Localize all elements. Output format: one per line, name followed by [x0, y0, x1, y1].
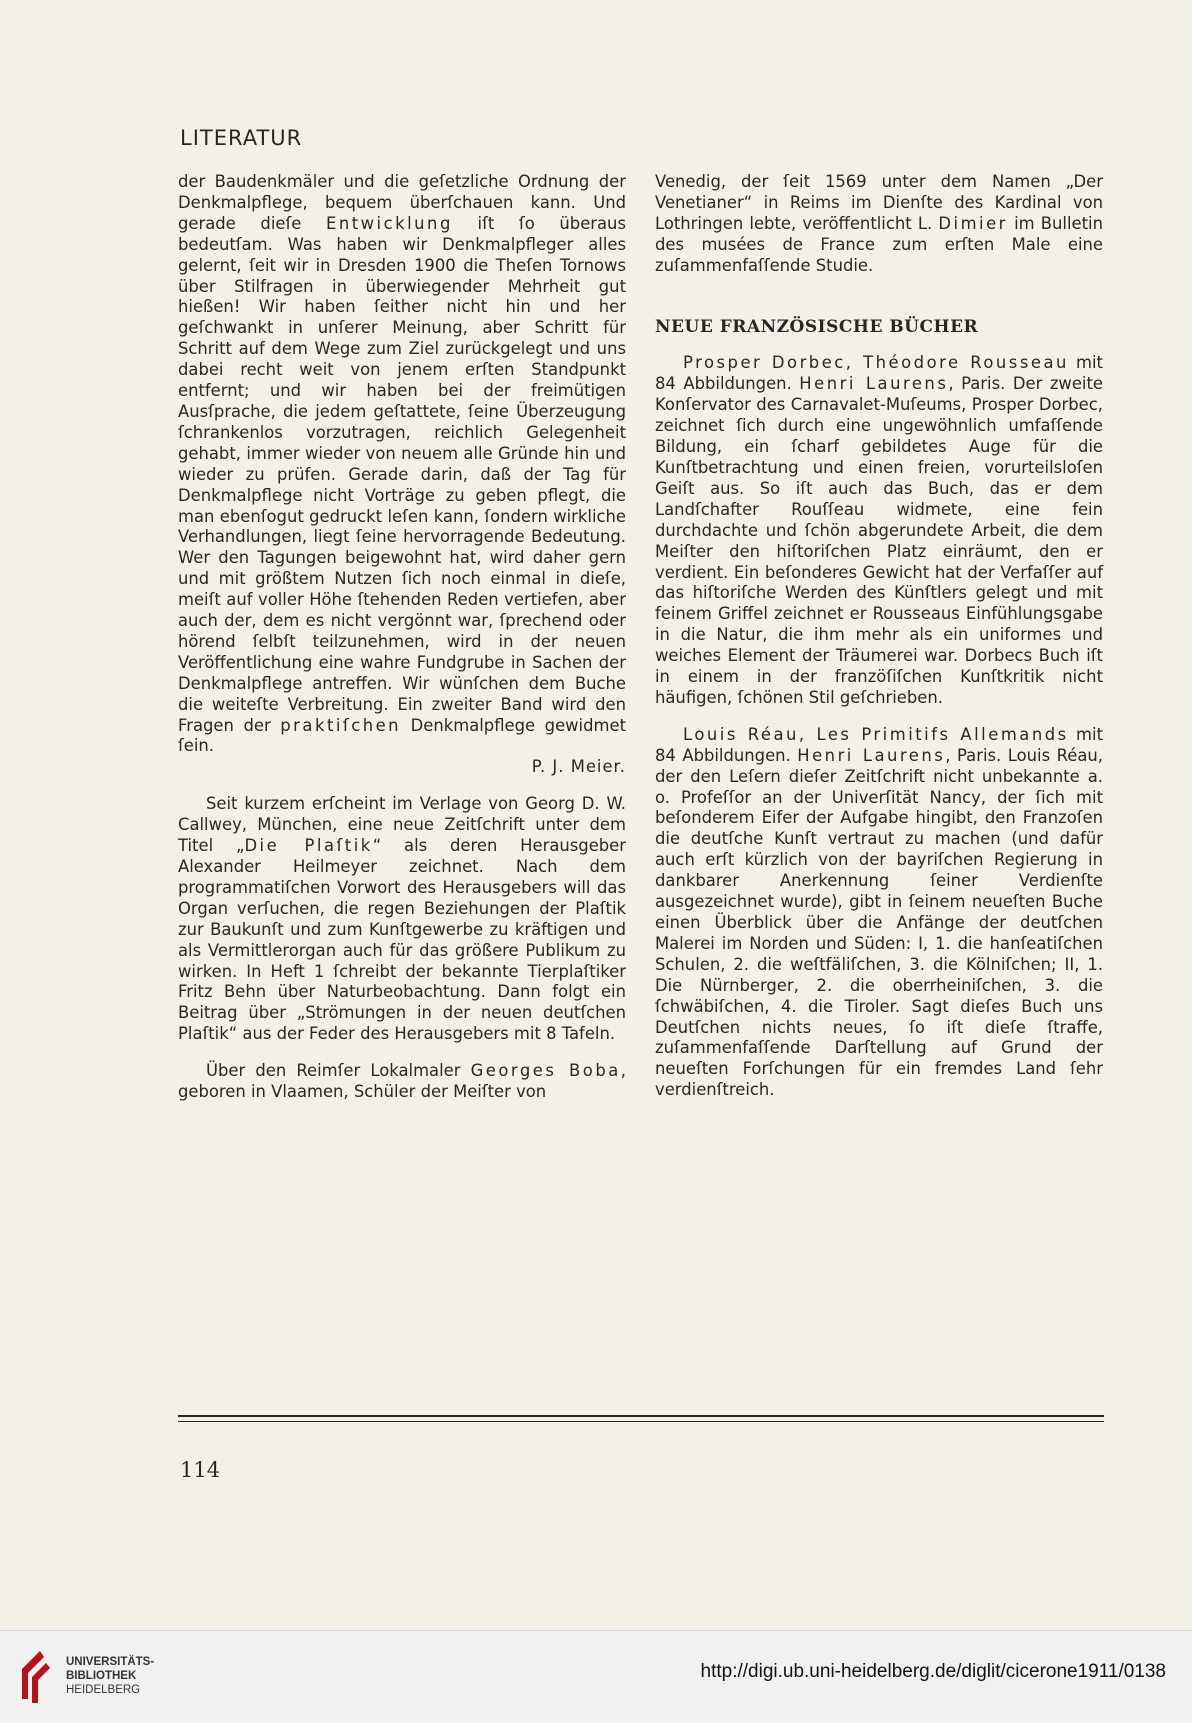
left-paragraph-2 [178, 794, 626, 1045]
right-p1-rest: im Bulletin des musées de France zum erſten Male eine zuſammenfaſſende Studie. [655, 213, 1103, 275]
author-signature: P. J. Meier. [531, 757, 626, 777]
right-p2-rest: , Paris. Der zweite Konſervator des Carnavalet-Muſeums, Prosper Dorbec, zeichnet ſich durch eine ungewöhnlich umfaſſende Bildung, ein ſcharf gebildetes Auge für die Kunſtbetrachtung und einen freien, vorurteilsloſen Geiſt aus. So iſt auch das Buch, das er dem Landſchafter Rouſſeau widmete, eine fein durchdachte und ſchön abgerundete Arbeit, die dem Meiſter den hiſtoriſchen Platz einräumt, den er verdient. Ein beſonderes Gewicht hat der Verfaſſer auf das hiſtoriſche Werden des Künſtlers gelegt und mit feinem Griffel zeichnet er Rousseaus Einfühlungsgabe in die Natur, die ihm mehr als ein uniformes und weiches Element der Träumerei war. Dorbecs Buch iſt in einem in der franzöſiſchen Kunſtkritik nicht häufigen, ſchönen Stil geſchrieben. [655, 374, 1103, 707]
left-p3-rest: , geboren in Vlaamen, Schüler der Meiſter von [178, 1061, 626, 1102]
right-p3-mid: mit 84 Abbildungen. [655, 724, 1103, 765]
left-p2-rest: “ als deren Herausgeber Alexander Heilmeyer zeichnet. Nach dem programmatiſchen Vorwort des Herausgebers will das Organ verſuchen, die regen Beziehungen der Plaſtik zur Baukunſt und zum Kunſtgewerbe zu kräftigen und als Vermittlerorgan auch für das größere Publikum zu wirken. In Heft 1 ſchreibt der bekannte Tierplaſtiker Fritz Behn über Naturbeobachtung. Dann folgt ein Beitrag über „Strömungen in der neuen deutſchen Plaſtik“ aus der Feder des Herausgebers mit 8 Tafeln. [178, 836, 627, 1044]
footer-double-rule [178, 1415, 1104, 1422]
right-p2-mid: mit 84 Abbildungen. [655, 353, 1103, 394]
section-heading: NEUE FRANZÖSISCHE BÜCHER [655, 316, 979, 337]
left-p3-start: Über den Reimſer Lokalmaler [206, 1061, 471, 1081]
page-number: 114 [180, 1458, 221, 1482]
right-paragraph-3 [655, 725, 1103, 1101]
running-title: LITERATUR [180, 126, 303, 150]
rule-thin [178, 1421, 1104, 1422]
library-line-1: UNIVERSITÄTS- [66, 1656, 155, 1668]
right-p2-emphasis-2: Henri Laurens [799, 374, 949, 394]
rule-thick [178, 1415, 1104, 1417]
left-p1-emphasis-2: praktiſchen [280, 715, 402, 735]
right-p1-emphasis: Dimier [938, 213, 1008, 233]
right-p3-emphasis-2: Henri Laurens [797, 745, 946, 765]
left-p3-emphasis: Georges Boba [470, 1061, 621, 1081]
library-logo-icon [18, 1649, 52, 1705]
left-p1-end: Denkmalpflege gewidmet ſein. [178, 715, 626, 756]
right-paragraph-2 [655, 353, 1103, 708]
right-p3-rest: , Paris. Louis Réau, der den Leſern dieſer Zeitſchrift nicht unbekannte a. o. Profeſſor an der Univerſität Nancy, der ſich mit beſonderem Eifer der Aufgabe hingibt, den Franzoſen die deutſche Kunſt vertraut zu machen (und dafür auch erſt kürzlich von der bayriſchen Regierung in dankbarer Anerkennung ſeiner Verdienſte ausgezeichnet wurde), gibt in ſeinem neueſten Buche einen Überblick über die Anfänge der deutſchen Malerei im Norden und Süden: I, 1. die hanſeatiſchen Schulen, 2. die weſtfäliſchen, 3. die Kölniſchen; II, 1. Die Nürnberger, 2. die oberrheiniſchen, 3. die ſchwäbiſchen, 4. die Tiroler. Sagt dieſes Buch uns Deutſchen nichts neues, ſo iſt dieſe ſtraffe, zuſammenfaſſende Darſtellung auf Grund der neueſten Forſchungen für ein fremdes Land ſehr verdienſtreich. [655, 745, 1103, 1100]
right-column [655, 172, 1103, 1101]
right-paragraph-1 [655, 172, 1103, 277]
left-p1-emphasis: Entwicklung [325, 213, 453, 233]
right-p1-text: Venedig, der ſeit 1569 unter dem Namen „Der Venetianer“ in Reims im Dienſte des Kardinal von Lothringen lebte, veröffentlicht L. [655, 172, 1103, 233]
library-line-2: BIBLIOTHEK [66, 1670, 137, 1682]
left-p2-start: Seit kurzem erſcheint im Verlage von Georg D. W. Callwey, München, eine neue Zeitſchrift unter dem Titel „ [178, 794, 626, 856]
digitization-footer [0, 1630, 1192, 1723]
left-p1-rest: iſt ſo überaus bedeutſam. Was haben wir Denkmalpfleger alles gelernt, ſeit wir in Dresden 1900 die Theſen Tornows über Stilfragen in überwiegender Mehrheit gut hießen! Wir haben ſeither nicht hin und her geſchwankt in unſerer Meinung, aber Schritt für Schritt auf dem Wege zum Ziel zurückgelegt und uns dabei recht weit von jenem erſten Standpunkt entfernt; und wir haben bei der freimütigen Ausſprache, die jedem geſtattete, ſeine Überzeugung ſchrankenlos vorzutragen, reichlich Gelegenheit gehabt, immer wieder von neuem alle Gründe hin und wieder zu prüfen. Gerade darin, daß der Tag für Denkmalpflege nicht Vorträge zu geben pflegt, die man ebenſogut gedruckt leſen kann, ſondern wirkliche Verhandlungen, liegt ſeine hervorragende Bedeutung. Wer den Tagungen beigewohnt hat, wird daher gern und mit größtem Nutzen ſich noch einmal in dieſe, meiſt auf voller Höhe ſtehenden Reden vertiefen, aber auch der, dem es nicht vergönnt war, ſprechend oder hörend ſelbſt teilzunehmen, wird in der neuen Veröffentlichung eine wahre Fundgrube in Sachen der Denkmalpflege antreffen. Wir wünſchen dem Buche die weiteſte Verbreitung. Ein zweiter Band wird den Fragen der [178, 213, 626, 735]
library-name [66, 1655, 154, 1697]
source-url-link[interactable]: http://digi.ub.uni-heidelberg.de/diglit/cicerone1911/0138 [700, 1661, 1166, 1682]
left-p2-emphasis: Die Plaſtik [244, 836, 373, 856]
library-line-3: HEIDELBERG [66, 1684, 141, 1696]
left-paragraph-1 [178, 172, 626, 778]
left-column [178, 172, 626, 1103]
left-paragraph-3 [178, 1061, 626, 1103]
right-p2-emphasis: Prosper Dorbec, Théodore Rousseau [683, 353, 1069, 373]
left-p1-text: der Baudenkmäler und die geſetzliche Ordnung der Denkmalpflege, bequem überſchauen kann. Und gerade dieſe [178, 172, 626, 233]
right-p3-emphasis: Louis Réau, Les Primitifs Allemands [683, 724, 1069, 744]
